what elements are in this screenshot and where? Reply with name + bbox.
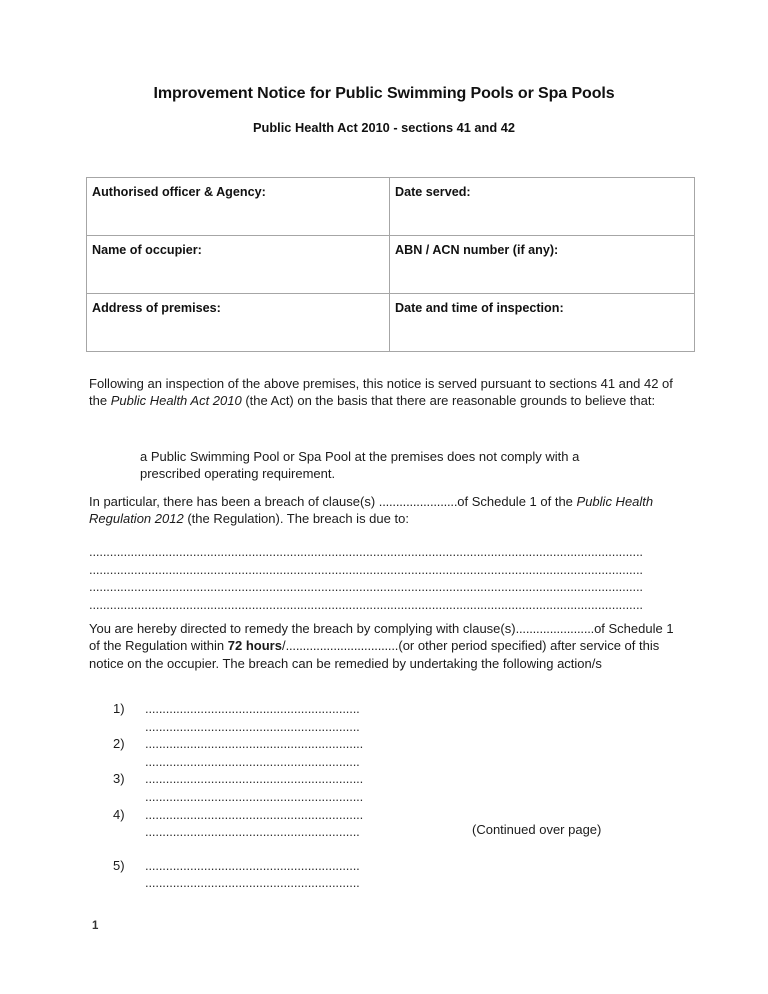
field-address-of-premises[interactable]: [87, 294, 390, 352]
table-row: [87, 294, 695, 352]
list-item: [89, 770, 679, 805]
field-label: Authorised officer & Agency:: [92, 185, 266, 199]
text-segment: (the Act) on the basis that there are reasonable grounds to believe that:: [241, 393, 656, 409]
paragraph-in-particular: [89, 493, 679, 528]
list-item-number: 4): [113, 806, 125, 822]
fill-line[interactable]: ..............................................................: [145, 875, 360, 891]
fill-line[interactable]: ..............................................................: [145, 857, 360, 873]
legislation-name-act: Public Health Act 2010: [110, 393, 242, 409]
text-segment: .(or other period specified) after service of this notice on the occupier. The breach can be remedied by undertaking the following action/s: [89, 638, 660, 671]
table-row: [87, 236, 695, 294]
blank-fill-dots[interactable]: ................................: [285, 638, 395, 654]
field-label: Date served:: [395, 185, 471, 199]
text-segment: of Schedule 1 of the Regulation within: [89, 621, 674, 654]
field-label: Address of premises:: [92, 301, 221, 315]
text-segment: You are hereby directed to remedy the breach by complying with clause(s): [89, 621, 516, 636]
paragraph-hereby-directed: [89, 620, 679, 672]
paragraph-following-inspection: [89, 375, 679, 410]
text-segment: of Schedule 1 of the: [457, 494, 577, 509]
fill-line[interactable]: ................................................................................................................................................................: [89, 561, 643, 577]
list-item: [89, 857, 679, 892]
text-segment: (the Regulation). The breach is due to:: [183, 511, 409, 527]
field-authorised-officer-agency[interactable]: [87, 178, 390, 236]
fill-line[interactable]: ................................................................................................................................................................: [89, 544, 643, 559]
fill-line[interactable]: ...............................................................: [145, 788, 364, 804]
field-label: Date and time of inspection:: [395, 301, 564, 315]
page-number: 1: [92, 920, 99, 932]
list-item: [89, 735, 679, 770]
time-limit-emphasis: 72 hours: [227, 638, 282, 654]
fill-line[interactable]: ..............................................................: [145, 824, 360, 840]
table-row: [87, 178, 695, 236]
text-segment: Following an inspection of the above premises, this notice is served pursuant to sections 41 and 42 of the: [89, 376, 673, 409]
breach-description-fill-lines: [89, 543, 677, 613]
fill-line[interactable]: ................................................................................................................................................................: [89, 596, 643, 612]
page-title: Improvement Notice for Public Swimming Pools or Spa Pools: [153, 85, 615, 102]
paragraph-indented-clause: a Public Swimming Pool or Spa Pool at the premises does not comply with a prescribed operating requirement.: [140, 449, 580, 482]
fill-line[interactable]: ..............................................................: [145, 753, 360, 769]
list-item-number: 3): [113, 771, 125, 787]
fill-line[interactable]: ..............................................................: [145, 701, 360, 716]
list-spacer: [89, 841, 679, 857]
list-item-number: 5): [113, 857, 125, 873]
field-date-time-of-inspection[interactable]: [390, 294, 695, 352]
remedial-actions-list: [89, 700, 679, 892]
field-name-of-occupier[interactable]: [87, 236, 390, 294]
fill-line[interactable]: ...............................................................: [145, 736, 364, 752]
blank-fill-dots[interactable]: .......................: [378, 494, 458, 509]
fill-line[interactable]: ..............................................................: [145, 718, 360, 734]
text-segment: /: [281, 638, 286, 654]
blank-fill-dots[interactable]: .......................: [515, 621, 595, 636]
fill-line[interactable]: ...............................................................: [145, 771, 364, 787]
notice-details-table: [86, 177, 695, 352]
list-item-number: 1): [113, 701, 125, 716]
text-segment: In particular, there has been a breach of clause(s): [89, 494, 379, 509]
list-item: [89, 700, 679, 735]
field-label: ABN / ACN number (if any):: [395, 243, 559, 257]
fill-line[interactable]: ...............................................................: [145, 806, 364, 822]
continued-over-page-note: (Continued over page): [472, 822, 602, 837]
field-label: Name of occupier:: [92, 243, 202, 257]
field-date-served[interactable]: [390, 178, 695, 236]
field-abn-acn-number[interactable]: [390, 236, 695, 294]
list-item-number: 2): [113, 736, 125, 752]
page-subtitle: Public Health Act 2010 - sections 41 and 42: [253, 120, 515, 135]
fill-line[interactable]: ................................................................................................................................................................: [89, 579, 643, 595]
legislation-name-regulation: Public Health Regulation 2012: [89, 494, 654, 527]
